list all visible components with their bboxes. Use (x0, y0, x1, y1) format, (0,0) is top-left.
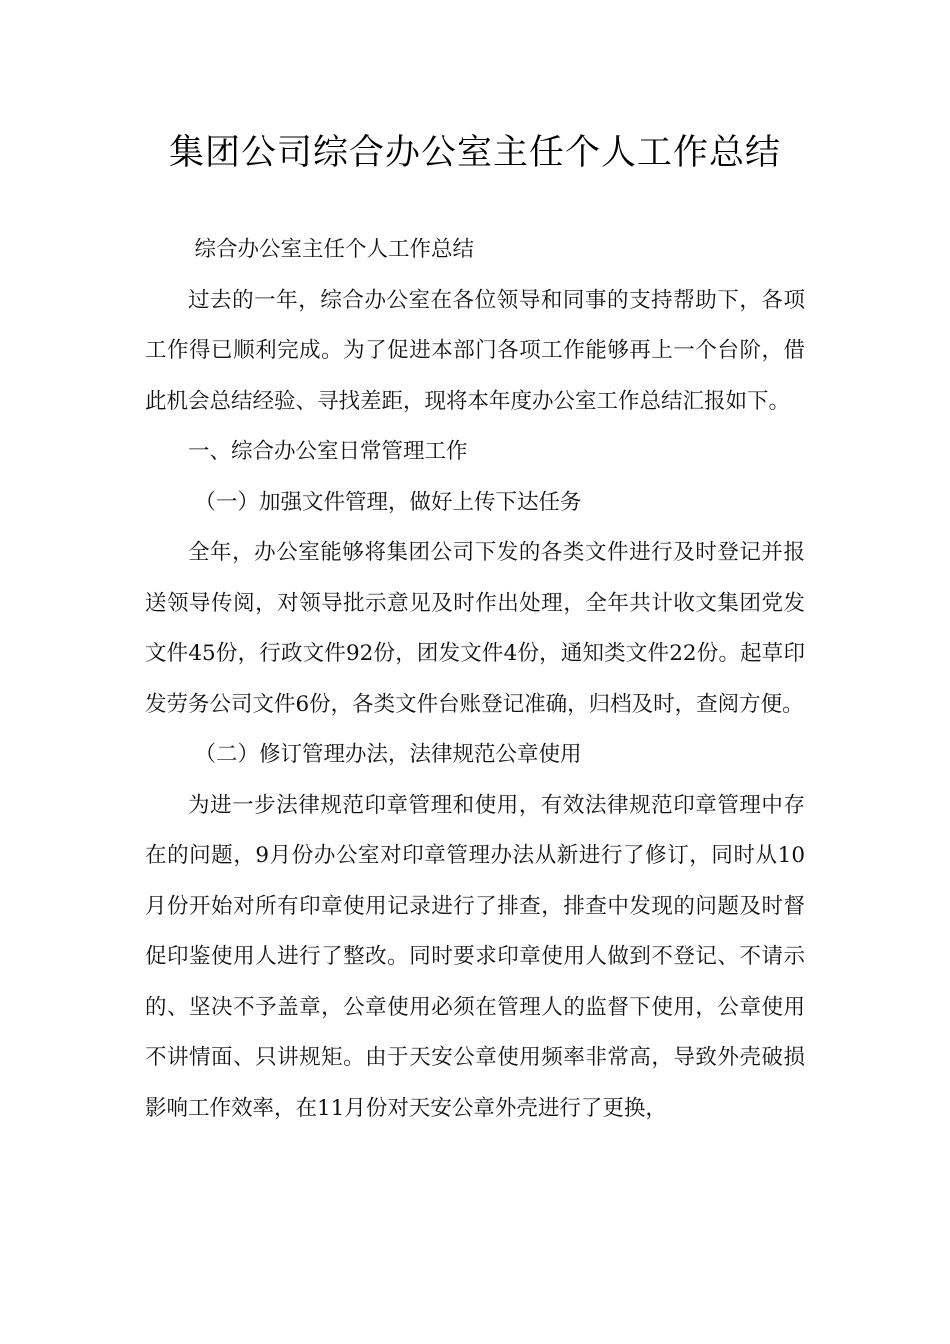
section-heading-1: 一、综合办公室日常管理工作 (188, 439, 468, 464)
file-management-paragraph: 全年，办公室能够将集团公司下发的各类文件进行及时登记并报送领导传阅，对领导批示意见及时作出处理，全年共计收文集团党发文件45份，行政文件92份，团发文件4份，通知类文件22份。起草印发劳务公司文件6份，各类文件台账登记准确，归档及时，查阅方便。 (145, 540, 805, 717)
subsection-heading-2: （二）修订管理办法，法律规范公章使用 (194, 742, 582, 767)
document-subtitle: 综合办公室主任个人工作总结 (194, 237, 474, 262)
document-body (145, 225, 805, 1134)
intro-paragraph: 过去的一年，综合办公室在各位领导和同事的支持帮助下，各项工作得已顺利完成。为了促进本部门各项工作能够再上一个台阶，借此机会总结经验、寻找差距，现将本年度办公室工作总结汇报如下。 (145, 287, 805, 414)
document-title: 集团公司综合办公室主任个人工作总结 (168, 133, 781, 173)
subsection-heading-1: （一）加强文件管理，做好上传下达任务 (194, 489, 582, 515)
seal-management-paragraph: 为进一步法律规范印章管理和使用，有效法律规范印章管理中存在的问题，9月份办公室对印章管理办法从新进行了修订，同时从10月份开始对所有印章使用记录进行了排查，排查中发现的问题及时督促印鉴使用人进行了整改。同时要求印章使用人做到不登记、不请示的、坚决不予盖章，公章使用必须在管理人的监督下使用，公章使用不讲情面、只讲规矩。由于天安公章使用频率非常高，导致外壳破损影响工作效率，在11月份对天安公章外壳进行了更换， (145, 792, 805, 1121)
